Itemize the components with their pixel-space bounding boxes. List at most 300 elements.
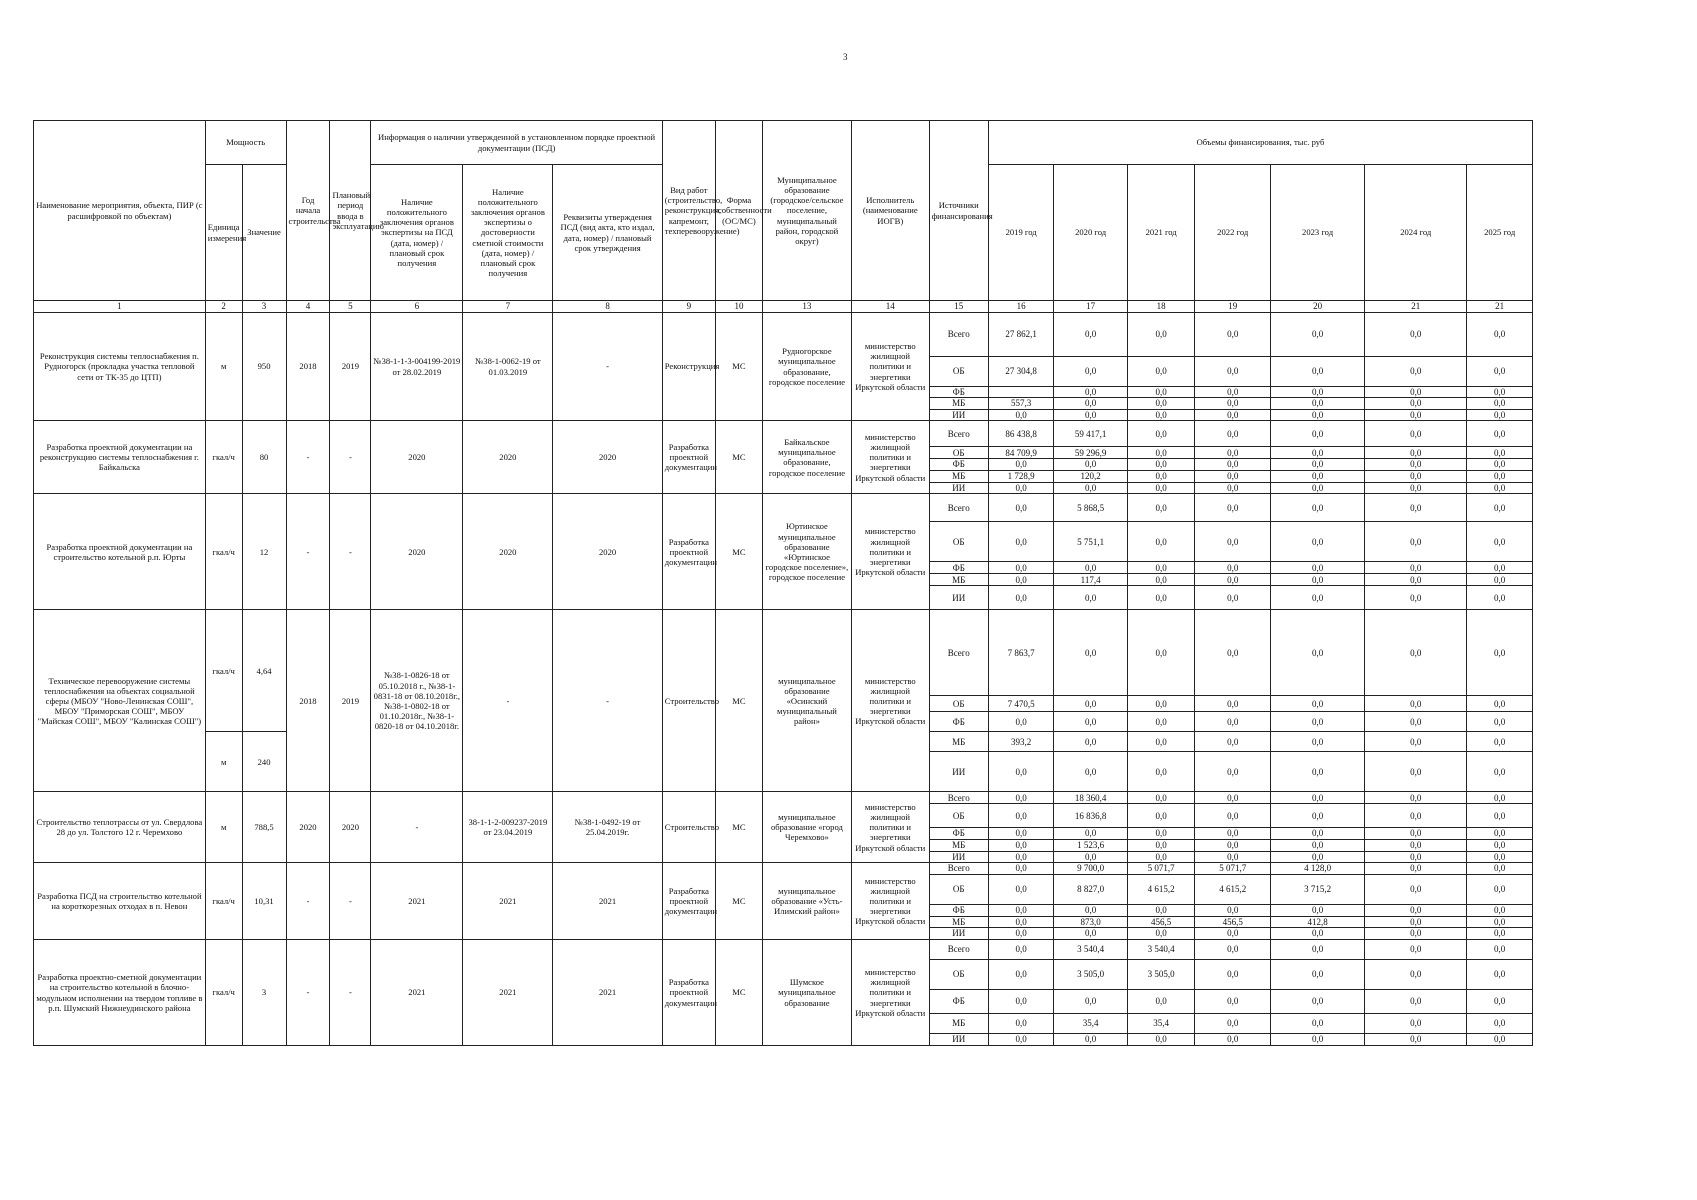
funding-amount-cell: 0,0	[1271, 522, 1365, 562]
funding-amount-cell: 0,0	[1195, 421, 1271, 447]
funding-amount-cell: 0,0	[1365, 804, 1467, 828]
funding-amount-cell: 0,0	[1271, 840, 1365, 852]
funding-amount-cell: 3 505,0	[1054, 960, 1128, 990]
funding-source-cell: МБ	[929, 840, 988, 852]
start-year-cell: -	[286, 863, 330, 940]
funding-amount-cell: 0,0	[1054, 990, 1128, 1014]
municipality-cell: муниципальное образование «город Черемхово»	[762, 792, 851, 863]
funding-amount-cell: 0,0	[1271, 398, 1365, 410]
funding-source-cell: ОБ	[929, 804, 988, 828]
col-number: 13	[762, 301, 851, 313]
funding-amount-cell: 0,0	[1054, 828, 1128, 840]
funding-source-cell: Всего	[929, 312, 988, 356]
expertise-cell: №38-1-1-3-004199-2019 от 28.02.2019	[371, 312, 463, 421]
funding-amount-cell: 0,0	[1365, 471, 1467, 483]
funding-amount-cell: 0,0	[1195, 928, 1271, 940]
header-psd-info: Информация о наличии утвержденной в установленном порядке проектной документации (ПСД)	[371, 121, 662, 165]
funding-amount-cell: 0,0	[1467, 804, 1533, 828]
funding-amount-cell: 0,0	[1127, 494, 1194, 522]
funding-amount-cell: 120,2	[1054, 471, 1128, 483]
funding-amount-cell: 0,0	[1467, 875, 1533, 905]
funding-amount-cell: 59 296,9	[1054, 447, 1128, 459]
funding-source-cell: ОБ	[929, 960, 988, 990]
funding-amount-cell: 0,0	[1271, 905, 1365, 917]
header-psd-exp2: Наличие положительного заключения органов экспертизы о достоверности сметной стоимости (дата, номер) / плановый срок получения	[463, 165, 553, 301]
funding-amount-cell: 0,0	[1365, 1034, 1467, 1046]
project-name: Строительство теплотрассы от ул. Свердлова 28 до ул. Толстого 12 г. Черемхово	[34, 792, 206, 863]
funding-amount-cell: 0,0	[1271, 421, 1365, 447]
estimate-expertise-cell: 2020	[463, 494, 553, 610]
col-number: 2	[205, 301, 242, 313]
funding-amount-cell: 0,0	[1195, 828, 1271, 840]
funding-amount-cell: 0,0	[1195, 840, 1271, 852]
funding-source-cell: Всего	[929, 421, 988, 447]
funding-amount-cell: 0,0	[1054, 409, 1128, 421]
funding-amount-cell: 35,4	[1054, 1014, 1128, 1034]
funding-source-cell: ОБ	[929, 356, 988, 386]
funding-amount-cell: 0,0	[1271, 471, 1365, 483]
plan-year-cell: -	[330, 494, 371, 610]
start-year-cell: 2018	[286, 312, 330, 421]
funding-amount-cell: 0,0	[1365, 586, 1467, 610]
plan-year-cell: -	[330, 863, 371, 940]
funding-amount-cell: 5 751,1	[1054, 522, 1128, 562]
municipality-cell: Юртинское муниципальное образование «Юртинское городское поселение», городское поселение	[762, 494, 851, 610]
funding-amount-cell: 0,0	[1271, 732, 1365, 752]
funding-amount-cell: 0,0	[988, 409, 1053, 421]
funding-amount-cell: 1 523,6	[1054, 840, 1128, 852]
col-number: 7	[463, 301, 553, 313]
funding-amount-cell: 0,0	[1271, 562, 1365, 574]
work-type-cell: Строительство	[662, 792, 715, 863]
funding-source-cell: ИИ	[929, 409, 988, 421]
value-cell: 240	[242, 732, 286, 792]
col-number: 20	[1271, 301, 1365, 313]
funding-amount-cell: 0,0	[1365, 610, 1467, 696]
psd-requisites-cell: 2021	[553, 863, 662, 940]
funding-source-cell: МБ	[929, 398, 988, 410]
funding-amount-cell: 0,0	[1195, 610, 1271, 696]
funding-amount-cell: 0,0	[1127, 447, 1194, 459]
col-number: 15	[929, 301, 988, 313]
funding-amount-cell: 0,0	[988, 875, 1053, 905]
header-capacity: Мощность	[205, 121, 286, 165]
funding-amount-cell: 0,0	[1467, 398, 1533, 410]
project-name: Реконструкция системы теплоснабжения п. Рудногорск (прокладка участка тепловой сети от ТК-35 до ЦТП)	[34, 312, 206, 421]
funding-amount-cell: 0,0	[1127, 696, 1194, 712]
funding-amount-cell: 0,0	[1467, 459, 1533, 471]
funding-amount-cell: 0,0	[1271, 792, 1365, 804]
municipality-cell: Рудногорское муниципальное образование, городское поселение	[762, 312, 851, 421]
funding-source-cell: ИИ	[929, 1034, 988, 1046]
funding-amount-cell: 0,0	[1467, 916, 1533, 928]
funding-amount-cell: 9 700,0	[1054, 863, 1128, 875]
funding-source-cell: МБ	[929, 471, 988, 483]
col-number: 8	[553, 301, 662, 313]
funding-amount-cell: 8 827,0	[1054, 875, 1128, 905]
funding-amount-cell: 0,0	[1467, 610, 1533, 696]
funding-amount-cell: 0,0	[1127, 840, 1194, 852]
plan-year-cell: 2020	[330, 792, 371, 863]
value-cell: 10,31	[242, 863, 286, 940]
funding-amount-cell: 16 836,8	[1054, 804, 1128, 828]
funding-amount-cell: 0,0	[1365, 990, 1467, 1014]
funding-amount-cell: 0,0	[1127, 398, 1194, 410]
funding-amount-cell: 0,0	[1127, 712, 1194, 732]
funding-amount-cell: 0,0	[1195, 312, 1271, 356]
funding-source-cell: МБ	[929, 574, 988, 586]
funding-source-cell: ФБ	[929, 386, 988, 398]
funding-amount-cell: 0,0	[1195, 905, 1271, 917]
funding-amount-cell: 557,3	[988, 398, 1053, 410]
project-name: Техническое перевооружение системы теплоснабжения на объектах социальной сферы (МБОУ "Ново-Ленинская СОШ", МБОУ "Приморская СОШ", МБОУ "Майская СОШ", МБОУ "Калинская СОШ")	[34, 610, 206, 792]
unit-cell: гкал/ч	[205, 863, 242, 940]
header-year: 2025 год	[1467, 165, 1533, 301]
funding-amount-cell: 0,0	[1271, 574, 1365, 586]
funding-amount-cell: 3 715,2	[1271, 875, 1365, 905]
funding-amount-cell: 0,0	[1467, 494, 1533, 522]
funding-amount-cell: 0,0	[1365, 494, 1467, 522]
funding-amount-cell: 0,0	[1467, 828, 1533, 840]
funding-amount-cell: 0,0	[1054, 928, 1128, 940]
estimate-expertise-cell: 2021	[463, 940, 553, 1046]
col-number: 1	[34, 301, 206, 313]
estimate-expertise-cell: 38-1-1-2-009237-2019 от 23.04.2019	[463, 792, 553, 863]
col-number: 21	[1467, 301, 1533, 313]
funding-amount-cell: 456,5	[1127, 916, 1194, 928]
funding-source-cell: Всего	[929, 610, 988, 696]
funding-amount-cell: 0,0	[1195, 1034, 1271, 1046]
header-sources: Источники финансирования	[929, 121, 988, 301]
funding-amount-cell: 7 863,7	[988, 610, 1053, 696]
municipality-cell: Байкальское муниципальное образование, городское поселение	[762, 421, 851, 494]
funding-amount-cell: 0,0	[1127, 1034, 1194, 1046]
funding-amount-cell: 0,0	[1365, 562, 1467, 574]
start-year-cell: 2018	[286, 610, 330, 792]
funding-amount-cell: 0,0	[1467, 960, 1533, 990]
funding-amount-cell: 0,0	[1271, 356, 1365, 386]
funding-amount-cell: 0,0	[1365, 459, 1467, 471]
ownership-cell: МС	[715, 863, 762, 940]
funding-amount-cell: 0,0	[1365, 712, 1467, 732]
funding-amount-cell: 0,0	[1127, 792, 1194, 804]
funding-amount-cell: 0,0	[1127, 562, 1194, 574]
executor-cell: министерство жилищной политики и энергетики Иркутской области	[851, 312, 929, 421]
funding-amount-cell: 0,0	[1467, 905, 1533, 917]
funding-amount-cell: 0,0	[988, 804, 1053, 828]
funding-source-cell: МБ	[929, 916, 988, 928]
header-name: Наименование мероприятия, объекта, ПИР (с расшифровкой по объектам)	[34, 121, 206, 301]
funding-amount-cell: 0,0	[988, 905, 1053, 917]
executor-cell: министерство жилищной политики и энергетики Иркутской области	[851, 792, 929, 863]
funding-source-cell: ФБ	[929, 459, 988, 471]
funding-amount-cell: 0,0	[1365, 851, 1467, 863]
funding-amount-cell: 0,0	[988, 482, 1053, 494]
funding-amount-cell: 0,0	[988, 574, 1053, 586]
funding-source-cell: ИИ	[929, 752, 988, 792]
funding-amount-cell: 0,0	[1467, 696, 1533, 712]
start-year-cell: -	[286, 494, 330, 610]
funding-amount-cell: 1 728,9	[988, 471, 1053, 483]
funding-source-cell: ФБ	[929, 905, 988, 917]
value-cell: 4,64	[242, 610, 286, 732]
table-row	[34, 863, 1533, 875]
funding-amount-cell: 0,0	[1054, 562, 1128, 574]
plan-year-cell: 2019	[330, 610, 371, 792]
ownership-cell: МС	[715, 494, 762, 610]
header-plan-year: Плановый период ввода в эксплуатацию	[330, 121, 371, 301]
psd-requisites-cell: 2020	[553, 421, 662, 494]
header-year: 2022 год	[1195, 165, 1271, 301]
funding-amount-cell: 0,0	[1271, 990, 1365, 1014]
funding-amount-cell: 0,0	[1467, 562, 1533, 574]
funding-source-cell: Всего	[929, 863, 988, 875]
estimate-expertise-cell: 2021	[463, 863, 553, 940]
funding-amount-cell: 0,0	[1127, 928, 1194, 940]
col-number: 14	[851, 301, 929, 313]
funding-amount-cell: 0,0	[1127, 386, 1194, 398]
funding-amount-cell: 873,0	[1054, 916, 1128, 928]
value-cell: 950	[242, 312, 286, 421]
funding-amount-cell: 0,0	[1054, 851, 1128, 863]
psd-requisites-cell: 2020	[553, 494, 662, 610]
funding-amount-cell: 0,0	[1365, 940, 1467, 960]
funding-source-cell: ФБ	[929, 828, 988, 840]
expertise-cell: 2020	[371, 421, 463, 494]
funding-amount-cell: 27 304,8	[988, 356, 1053, 386]
funding-amount-cell: 117,4	[1054, 574, 1128, 586]
funding-amount-cell: 0,0	[988, 752, 1053, 792]
funding-amount-cell: 0,0	[1195, 574, 1271, 586]
unit-cell: м	[205, 312, 242, 421]
col-number: 18	[1127, 301, 1194, 313]
funding-amount-cell: 0,0	[1195, 940, 1271, 960]
executor-cell: министерство жилищной политики и энергетики Иркутской области	[851, 610, 929, 792]
col-number: 6	[371, 301, 463, 313]
funding-amount-cell: 0,0	[1271, 610, 1365, 696]
header-start-year: Год начала строительства	[286, 121, 330, 301]
funding-amount-cell: 3 540,4	[1054, 940, 1128, 960]
funding-amount-cell: 0,0	[988, 712, 1053, 732]
project-name: Разработка проектной документации на строительство котельной р.п. Юрты	[34, 494, 206, 610]
funding-amount-cell: 0,0	[1365, 522, 1467, 562]
funding-amount-cell: 0,0	[1365, 828, 1467, 840]
work-type-cell: Разработка проектной документации	[662, 940, 715, 1046]
estimate-expertise-cell: 2020	[463, 421, 553, 494]
funding-amount-cell: 0,0	[1195, 696, 1271, 712]
funding-amount-cell: 0,0	[1195, 960, 1271, 990]
funding-amount-cell: 0,0	[1271, 482, 1365, 494]
funding-amount-cell: 0,0	[1365, 482, 1467, 494]
funding-source-cell: ОБ	[929, 522, 988, 562]
funding-amount-cell: 0,0	[1467, 792, 1533, 804]
executor-cell: министерство жилищной политики и энергетики Иркутской области	[851, 940, 929, 1046]
funding-amount-cell: 27 862,1	[988, 312, 1053, 356]
funding-amount-cell: 0,0	[1271, 409, 1365, 421]
funding-amount-cell: 5 071,7	[1127, 863, 1194, 875]
funding-amount-cell: 0,0	[1127, 312, 1194, 356]
funding-amount-cell: 0,0	[1127, 586, 1194, 610]
funding-amount-cell: 0,0	[1467, 421, 1533, 447]
funding-source-cell: МБ	[929, 732, 988, 752]
funding-source-cell: ИИ	[929, 928, 988, 940]
municipality-cell: муниципальное образование «Осинский муниципальный район»	[762, 610, 851, 792]
header-municipality: Муниципальное образование (городское/сельское поселение, муниципальный район, городской округ)	[762, 121, 851, 301]
funding-amount-cell: 0,0	[1127, 851, 1194, 863]
funding-amount-cell: 393,2	[988, 732, 1053, 752]
funding-amount-cell: 0,0	[1127, 356, 1194, 386]
funding-amount-cell: 84 709,9	[988, 447, 1053, 459]
executor-cell: министерство жилищной политики и энергетики Иркутской области	[851, 421, 929, 494]
funding-source-cell: ИИ	[929, 851, 988, 863]
funding-amount-cell: 0,0	[1467, 712, 1533, 732]
funding-source-cell: ФБ	[929, 990, 988, 1014]
funding-amount-cell: 0,0	[1365, 792, 1467, 804]
value-cell: 80	[242, 421, 286, 494]
funding-amount-cell: 0,0	[1365, 875, 1467, 905]
funding-amount-cell: 0,0	[1127, 610, 1194, 696]
funding-amount-cell: 0,0	[988, 960, 1053, 990]
funding-table	[33, 120, 1533, 1046]
funding-amount-cell: 0,0	[1271, 851, 1365, 863]
funding-amount-cell: 0,0	[988, 916, 1053, 928]
header-unit: Единица измерения	[205, 165, 242, 301]
funding-amount-cell: 0,0	[1054, 386, 1128, 398]
start-year-cell: -	[286, 940, 330, 1046]
funding-amount-cell: 0,0	[1365, 356, 1467, 386]
funding-amount-cell: 0,0	[1127, 752, 1194, 792]
funding-amount-cell: 0,0	[988, 928, 1053, 940]
work-type-cell: Разработка проектной документации	[662, 494, 715, 610]
psd-requisites-cell: -	[553, 312, 662, 421]
funding-amount-cell: 0,0	[1127, 482, 1194, 494]
funding-amount-cell: 0,0	[1467, 586, 1533, 610]
funding-amount-cell: 0,0	[1127, 471, 1194, 483]
funding-amount-cell: 0,0	[1467, 851, 1533, 863]
funding-amount-cell: 0,0	[1271, 494, 1365, 522]
funding-amount-cell: 0,0	[1467, 447, 1533, 459]
work-type-cell: Реконструкция	[662, 312, 715, 421]
funding-amount-cell: 0,0	[988, 940, 1053, 960]
psd-requisites-cell: -	[553, 610, 662, 792]
funding-amount-cell: 0,0	[1365, 928, 1467, 940]
expertise-cell: 2021	[371, 940, 463, 1046]
funding-amount-cell: 0,0	[1127, 574, 1194, 586]
project-name: Разработка ПСД на строительство котельной на короткорезных отходах в п. Невон	[34, 863, 206, 940]
funding-amount-cell: 0,0	[1127, 421, 1194, 447]
col-number: 19	[1195, 301, 1271, 313]
funding-amount-cell: 0,0	[1365, 421, 1467, 447]
funding-amount-cell: 0,0	[1467, 574, 1533, 586]
page-number: 3	[843, 52, 848, 62]
funding-amount-cell: 0,0	[1467, 990, 1533, 1014]
funding-amount-cell: 0,0	[1271, 1014, 1365, 1034]
funding-source-cell: ФБ	[929, 562, 988, 574]
funding-amount-cell	[988, 386, 1053, 398]
funding-amount-cell: 0,0	[988, 851, 1053, 863]
header-ownership: Форма собственности (ОС/МС)	[715, 121, 762, 301]
ownership-cell: МС	[715, 792, 762, 863]
funding-amount-cell: 0,0	[1467, 312, 1533, 356]
header-funding: Объемы финансирования, тыс. руб	[988, 121, 1532, 165]
header-year: 2023 год	[1271, 165, 1365, 301]
funding-amount-cell: 0,0	[1054, 482, 1128, 494]
funding-amount-cell: 0,0	[1271, 1034, 1365, 1046]
funding-amount-cell: 0,0	[1467, 1034, 1533, 1046]
start-year-cell: 2020	[286, 792, 330, 863]
funding-amount-cell: 0,0	[1271, 828, 1365, 840]
funding-amount-cell: 0,0	[988, 562, 1053, 574]
unit-cell: гкал/ч	[205, 610, 242, 732]
funding-amount-cell: 0,0	[1195, 990, 1271, 1014]
table-row	[34, 940, 1533, 960]
funding-amount-cell: 0,0	[1195, 522, 1271, 562]
header-executor: Исполнитель (наименование ИОГВ)	[851, 121, 929, 301]
header-value: Значение	[242, 165, 286, 301]
funding-amount-cell: 0,0	[1195, 712, 1271, 732]
funding-amount-cell: 0,0	[988, 990, 1053, 1014]
executor-cell: министерство жилищной политики и энергетики Иркутской области	[851, 863, 929, 940]
funding-amount-cell: 0,0	[1271, 386, 1365, 398]
funding-amount-cell: 0,0	[1271, 940, 1365, 960]
header-year: 2020 год	[1054, 165, 1128, 301]
value-cell: 3	[242, 940, 286, 1046]
funding-amount-cell: 0,0	[1467, 356, 1533, 386]
funding-amount-cell: 0,0	[1365, 732, 1467, 752]
funding-amount-cell: 0,0	[1054, 586, 1128, 610]
expertise-cell: 2020	[371, 494, 463, 610]
funding-amount-cell: 4 615,2	[1127, 875, 1194, 905]
table-row	[34, 312, 1533, 356]
funding-amount-cell: 0,0	[1195, 398, 1271, 410]
funding-amount-cell: 0,0	[1195, 482, 1271, 494]
funding-source-cell: ИИ	[929, 586, 988, 610]
funding-amount-cell: 0,0	[1271, 804, 1365, 828]
funding-amount-cell: 4 615,2	[1195, 875, 1271, 905]
funding-amount-cell: 0,0	[1054, 459, 1128, 471]
funding-amount-cell: 0,0	[1127, 459, 1194, 471]
funding-amount-cell: 0,0	[988, 863, 1053, 875]
funding-amount-cell: 0,0	[1365, 863, 1467, 875]
funding-amount-cell: 0,0	[1054, 732, 1128, 752]
funding-amount-cell: 0,0	[988, 792, 1053, 804]
funding-amount-cell: 0,0	[988, 494, 1053, 522]
table-body	[34, 312, 1533, 1045]
funding-amount-cell: 0,0	[1365, 409, 1467, 421]
funding-amount-cell: 0,0	[988, 1014, 1053, 1034]
plan-year-cell: -	[330, 940, 371, 1046]
funding-amount-cell: 86 438,8	[988, 421, 1053, 447]
funding-amount-cell: 0,0	[1054, 905, 1128, 917]
funding-amount-cell: 0,0	[1127, 828, 1194, 840]
funding-amount-cell: 0,0	[1271, 696, 1365, 712]
funding-source-cell: ФБ	[929, 712, 988, 732]
funding-amount-cell: 0,0	[1365, 447, 1467, 459]
funding-amount-cell: 0,0	[1271, 752, 1365, 792]
funding-amount-cell: 0,0	[988, 828, 1053, 840]
funding-amount-cell: 0,0	[1054, 312, 1128, 356]
expertise-cell: 2021	[371, 863, 463, 940]
funding-amount-cell: 0,0	[988, 459, 1053, 471]
column-number-row	[34, 301, 1533, 313]
expertise-cell: -	[371, 792, 463, 863]
funding-amount-cell: 0,0	[988, 586, 1053, 610]
funding-amount-cell: 3 505,0	[1127, 960, 1194, 990]
unit-cell: гкал/ч	[205, 494, 242, 610]
project-name: Разработка проектно-сметной документации на строительство котельной в блочно-модульном исполнении на твердом топливе в р.п. Шумский Нижнеудинского района	[34, 940, 206, 1046]
municipality-cell: Шумское муниципальное образование	[762, 940, 851, 1046]
funding-source-cell: ИИ	[929, 482, 988, 494]
